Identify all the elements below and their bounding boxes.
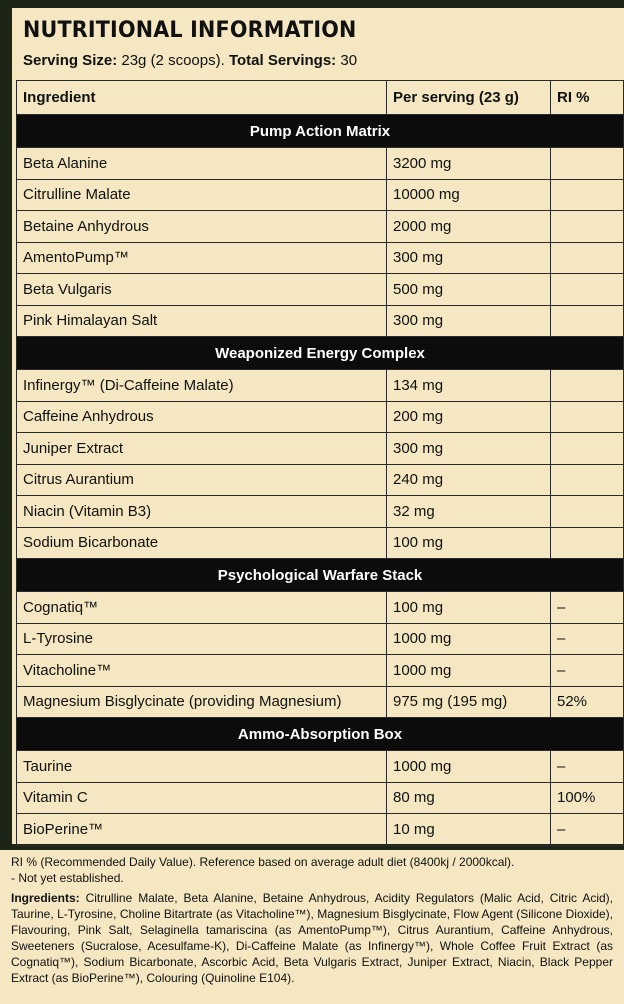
section-title: Weaponized Energy Complex: [17, 337, 624, 370]
section-title: Psychological Warfare Stack: [17, 559, 624, 592]
section-title: Ammo-Absorption Box: [17, 718, 624, 751]
ri-cell: [551, 305, 624, 337]
table-row: [17, 655, 624, 687]
amount-cell: 100 mg: [387, 527, 551, 559]
ingredient-cell: Pink Himalayan Salt: [17, 305, 387, 337]
nutrition-panel: [12, 8, 624, 844]
amount-cell: 10 mg: [387, 814, 551, 846]
total-servings-value: 30: [336, 52, 358, 69]
ri-cell: [551, 433, 624, 465]
table-row: [17, 211, 624, 243]
ri-cell: –: [551, 623, 624, 655]
ingredient-cell: Vitacholine™: [17, 655, 387, 687]
ri-cell: [551, 464, 624, 496]
ri-cell: 100%: [551, 782, 624, 814]
serving-size-label: Serving Size:: [23, 52, 118, 69]
table-row: [17, 496, 624, 528]
amount-cell: 2000 mg: [387, 211, 551, 243]
serving-size-value: 23g (2 scoops).: [117, 52, 229, 69]
amount-cell: 1000 mg: [387, 751, 551, 783]
ri-cell: [551, 401, 624, 433]
amount-cell: 1000 mg: [387, 623, 551, 655]
ri-cell: –: [551, 814, 624, 846]
ingredient-cell: L-Tyrosine: [17, 623, 387, 655]
table-row: [17, 751, 624, 783]
amount-cell: 80 mg: [387, 782, 551, 814]
ri-cell: 52%: [551, 686, 624, 718]
table-row: [17, 274, 624, 306]
table-row: [17, 433, 624, 465]
ri-cell: [551, 148, 624, 180]
amount-cell: 1000 mg: [387, 655, 551, 687]
amount-cell: 10000 mg: [387, 179, 551, 211]
amount-cell: 240 mg: [387, 464, 551, 496]
table-row: [17, 686, 624, 718]
ri-cell: [551, 370, 624, 402]
ingredient-cell: Citrulline Malate: [17, 179, 387, 211]
ri-cell: [551, 527, 624, 559]
ingredient-cell: BioPerine™: [17, 814, 387, 846]
page-title: NUTRITIONAL INFORMATION: [23, 18, 357, 43]
column-header-per-serving: Per serving (23 g): [387, 81, 551, 115]
amount-cell: 100 mg: [387, 592, 551, 624]
table-row: [17, 148, 624, 180]
section-title: Pump Action Matrix: [17, 115, 624, 148]
column-header-ri: RI %: [551, 81, 624, 115]
ri-cell: [551, 274, 624, 306]
ingredient-cell: Sodium Bicarbonate: [17, 527, 387, 559]
ingredient-cell: Infinergy™ (Di-Caffeine Malate): [17, 370, 387, 402]
ingredient-cell: Caffeine Anhydrous: [17, 401, 387, 433]
table-row: [17, 782, 624, 814]
amount-cell: 300 mg: [387, 305, 551, 337]
table-body: [17, 115, 624, 846]
table-row: [17, 623, 624, 655]
ingredient-cell: Vitamin C: [17, 782, 387, 814]
ingredients-list: [11, 890, 613, 986]
ingredient-cell: Niacin (Vitamin B3): [17, 496, 387, 528]
ingredient-cell: Juniper Extract: [17, 433, 387, 465]
ri-cell: [551, 496, 624, 528]
table-row: [17, 592, 624, 624]
column-header-ingredient: Ingredient: [17, 81, 387, 115]
serving-info: [23, 52, 357, 69]
ingredients-label: Ingredients:: [11, 891, 80, 905]
table-row: [17, 242, 624, 274]
section-header-row: [17, 115, 624, 148]
amount-cell: 200 mg: [387, 401, 551, 433]
ingredient-cell: Taurine: [17, 751, 387, 783]
table-row: [17, 464, 624, 496]
ingredient-cell: Magnesium Bisglycinate (providing Magnesium): [17, 686, 387, 718]
table-row: [17, 814, 624, 846]
ingredient-cell: Citrus Aurantium: [17, 464, 387, 496]
ri-cell: [551, 211, 624, 243]
ingredients-text: Citrulline Malate, Beta Alanine, Betaine Anhydrous, Acidity Regulators (Malic Acid, Citric Acid), Taurine, L-Tyrosine, Choline Bitartrate (as Vitacholine™), Magnesium Bisglycinate, Flow Agent (Silicone Dioxide), Flavouring, Pink Salt, Selaginella tamariscina (as AmentoPump™), Citrus Aurantium, Caffeine Anhydrous, Sweeteners (Sucralose, Acesulfame-K), Di-Caffeine Malate (as Infinergy™), Whole Coffee Fruit Extract (as Cognatiq™), Sodium Bicarbonate, Ascorbic Acid, Beta Vulgaris Extract, Juniper Extract, Niacin, Black Pepper Extract (as BioPerine™), Colouring (Quinoline E104).: [11, 891, 613, 985]
ingredient-cell: Beta Vulgaris: [17, 274, 387, 306]
amount-cell: 3200 mg: [387, 148, 551, 180]
amount-cell: 300 mg: [387, 433, 551, 465]
ingredient-cell: Beta Alanine: [17, 148, 387, 180]
total-servings-label: Total Servings:: [228, 52, 337, 69]
amount-cell: 300 mg: [387, 242, 551, 274]
amount-cell: 975 mg (195 mg): [387, 686, 551, 718]
amount-cell: 500 mg: [387, 274, 551, 306]
ri-cell: –: [551, 655, 624, 687]
ri-cell: –: [551, 751, 624, 783]
amount-cell: 32 mg: [387, 496, 551, 528]
ri-cell: [551, 179, 624, 211]
amount-cell: 134 mg: [387, 370, 551, 402]
ri-note: RI % (Recommended Daily Value). Reference based on average adult diet (8400kj / 2000kcal).: [11, 855, 515, 869]
footer: [0, 850, 624, 1004]
section-header-row: [17, 718, 624, 751]
table-row: [17, 179, 624, 211]
section-header-row: [17, 337, 624, 370]
ingredient-cell: AmentoPump™: [17, 242, 387, 274]
table-row: [17, 370, 624, 402]
section-header-row: [17, 559, 624, 592]
not-established-note: - Not yet established.: [11, 871, 124, 885]
table-row: [17, 527, 624, 559]
ingredient-cell: Betaine Anhydrous: [17, 211, 387, 243]
ingredient-cell: Cognatiq™: [17, 592, 387, 624]
table-row: [17, 305, 624, 337]
nutrition-table: [16, 80, 624, 846]
table-row: [17, 401, 624, 433]
ri-cell: –: [551, 592, 624, 624]
ri-cell: [551, 242, 624, 274]
table-header-row: [17, 81, 624, 115]
